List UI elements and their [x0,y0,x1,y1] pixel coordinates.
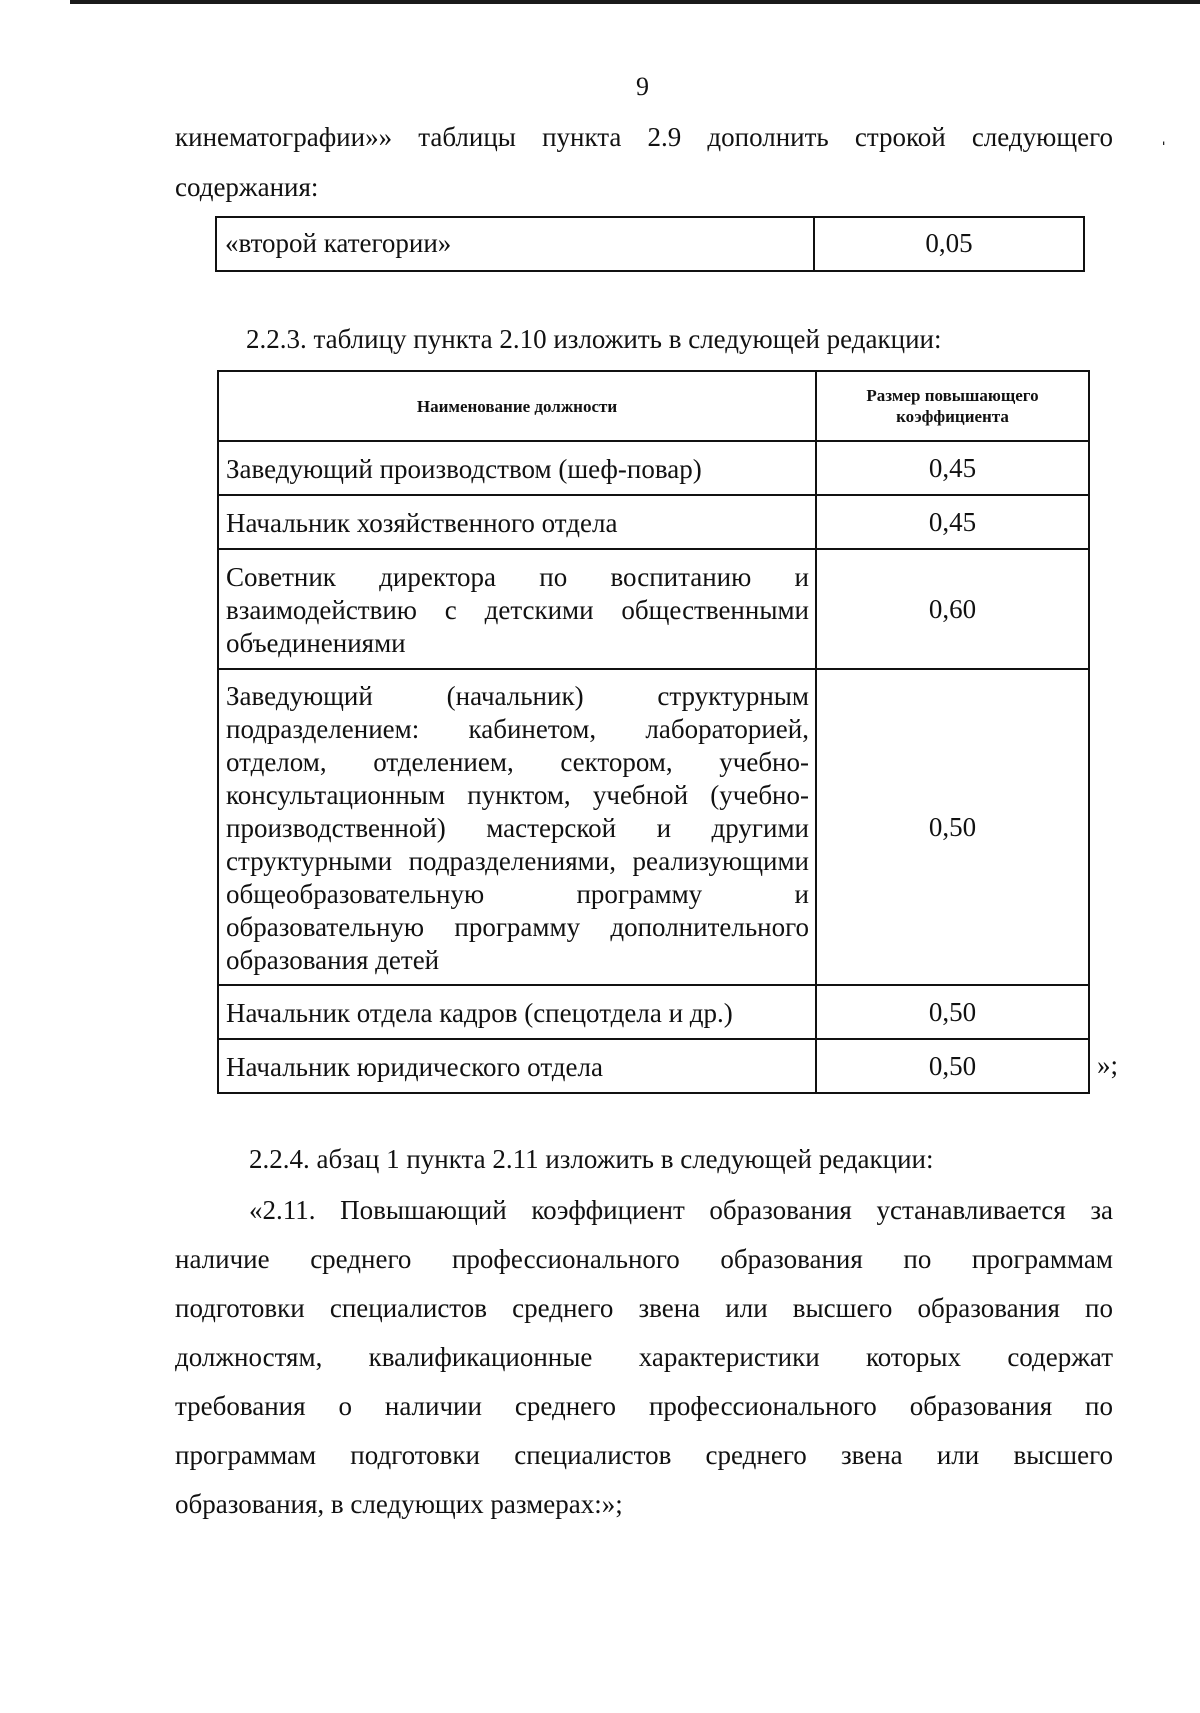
table-row [218,441,1089,495]
row-value: 0,60 [816,549,1089,669]
row-name: Начальник юридического отдела [218,1039,816,1093]
item-2-2-3: 2.2.3. таблицу пункта 2.10 изложить в следующей редакции: [246,324,942,354]
row-value: 0,50 [816,669,1089,985]
table-closing-mark: »; [1097,1050,1119,1080]
row-name: Начальник отдела кадров (спецотдела и др.) [218,985,816,1039]
table-2-9-value-cell: 0,05 [925,228,973,258]
table-header-row [218,371,1089,441]
paragraph-line: «2.11. Повышающий коэффициент образования устанавливается за [249,1195,1113,1225]
paragraph-line: наличие среднего профессионального образования по программам [175,1244,1113,1274]
row-name: Заведующий (начальник) структурным подразделением: кабинетом, лабораторией, отделом, отделением, сектором, учебно-консультационным пунктом, учебной (учебно-производственной) мастерской и другими структурными подразделениями, реализующими общеобразовательную программу и образовательную программу дополнительного образования детей [218,669,816,985]
header-position-name: Наименование должности [218,371,816,441]
paragraph-line: должностям, квалификационные характеристики которых содержат [175,1342,1113,1372]
table-row [218,495,1089,549]
intro-line-1: кинематографии»» таблицы пункта 2.9 дополнить строкой следующего [175,122,1113,152]
intro-line-2: содержания: [175,172,319,202]
row-value: 0,50 [816,1039,1089,1093]
paragraph-line: подготовки специалистов среднего звена или высшего образования по [175,1293,1113,1323]
page-top-edge [70,0,1200,4]
table-row [218,1039,1089,1093]
row-value: 0,45 [816,495,1089,549]
paragraph-line: образования, в следующих размерах:»; [175,1489,623,1519]
table-row [218,549,1089,669]
table-2-10 [217,370,1090,1094]
row-value: 0,45 [816,441,1089,495]
table-2-9-name-cell: «второй категории» [217,218,815,270]
item-2-2-4: 2.2.4. абзац 1 пункта 2.11 изложить в следующей редакции: [249,1144,934,1174]
header-coefficient: Размер повышающего коэффициента [816,371,1089,441]
row-name: Начальник хозяйственного отдела [218,495,816,549]
row-name: Советник директора по воспитанию и взаимодействию с детскими общественными объединениями [218,549,816,669]
paragraph-line: программам подготовки специалистов среднего звена или высшего [175,1440,1113,1470]
table-row [218,669,1089,985]
table-row [218,985,1089,1039]
table-2-9-row [215,216,1085,272]
paragraph-line: требования о наличии среднего профессионального образования по [175,1391,1113,1421]
scan-mark: ˌ [1160,120,1168,145]
row-value: 0,50 [816,985,1089,1039]
row-name: Заведующий производством (шеф-повар) [218,441,816,495]
page-number: 9 [636,72,649,101]
